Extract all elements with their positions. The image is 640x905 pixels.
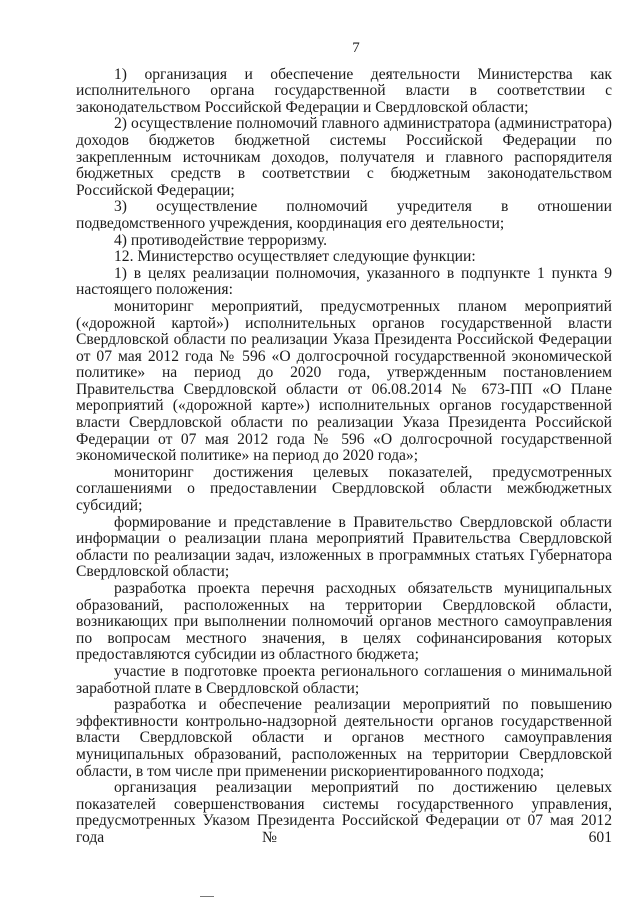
- paragraph-functions-item-1: 1) в целях реализации полномочия, указанного в подпункте 1 пункта 9 настоящего положения:: [76, 264, 612, 299]
- paragraph-government-information: формирование и представление в Правительство Свердловской области информации о реализации плана мероприятий Правительства Свердловской области по реализации задач, изложенных в программных статьях Губернатора Свердловской области;: [76, 513, 612, 581]
- page-number: 7: [352, 40, 360, 56]
- paragraph-monitoring-targets: мониторинг достижения целевых показателей, предусмотренных соглашениями о предоставлении Свердловской области межбюджетных субсидий;: [76, 463, 612, 515]
- scan-artifact-mark: [200, 896, 214, 897]
- paragraph-ministry-activity: 1) организация и обеспечение деятельности Министерства как исполнительного органа государственной власти в соответствии с законодательством Российской Федерации и Свердловской области;: [76, 65, 612, 116]
- paragraph-minimum-wage: участие в подготовке проекта регионального соглашения о минимальной заработной плате в Свердловской области;: [76, 662, 612, 697]
- paragraph-control-efficiency: разработка и обеспечение реализации мероприятий по повышению эффективности контрольно-надзорной деятельности органов государственной власти Свердловской области и органов местного самоуправления муниципальных образований, расположенных на территории Свердловской области, в том числе при применении рискориентированного подхода;: [76, 696, 612, 780]
- paragraph-monitoring-roadmap: мониторинг мероприятий, предусмотренных планом мероприятий («дорожной картой») исполнительных органов государственной власти Свердловской области по реализации Указа Президента Российской Федерации от 07 мая 2012 года № 596 «О долгосрочной государственной экономической политике» на период до 2020 года, утвержденным постановлением Правительства Свердловской области от 06.08.2014 № 673-ПП «О Плане мероприятий («дорожной карте») исполнительных органов государственной власти Свердловской области по реализации Указа Президента Российской Федерации от 07 мая 2012 года № 596 «О долгосрочной государственной экономической политике» на период до 2020 года»;: [76, 297, 612, 465]
- paragraph-founder-powers: 3) осуществление полномочий учредителя в отношении подведомственного учреждения, координация его деятельности;: [76, 198, 612, 232]
- paragraph-expenditure-obligations: разработка проекта перечня расходных обязательств муниципальных образований, расположенных на территории Свердловской области, возникающих при выполнении полномочий органов местного самоуправления по вопросам местного значения, в целях софинансирования которых предоставляются субсидии из областного бюджета;: [76, 580, 612, 664]
- paragraph-functions-heading: 12. Министерство осуществляет следующие функции:: [114, 248, 476, 266]
- paragraph-counter-terrorism: 4) противодействие терроризму.: [114, 231, 328, 249]
- paragraph-target-indicators: организация реализации мероприятий по достижению целевых показателей совершенствования системы государственного управления, предусмотренных Указом Президента Российской Федерации от 07 мая 2012 года № 601: [76, 779, 612, 846]
- paragraph-revenue-administrator: 2) осуществление полномочий главного администратора (администратора) доходов бюджетов бюджетной системы Российской Федерации по закрепленным источникам доходов, получателя и главного распорядителя бюджетных средств в соответствии с бюджетным законодательством Российской Федерации;: [76, 115, 612, 199]
